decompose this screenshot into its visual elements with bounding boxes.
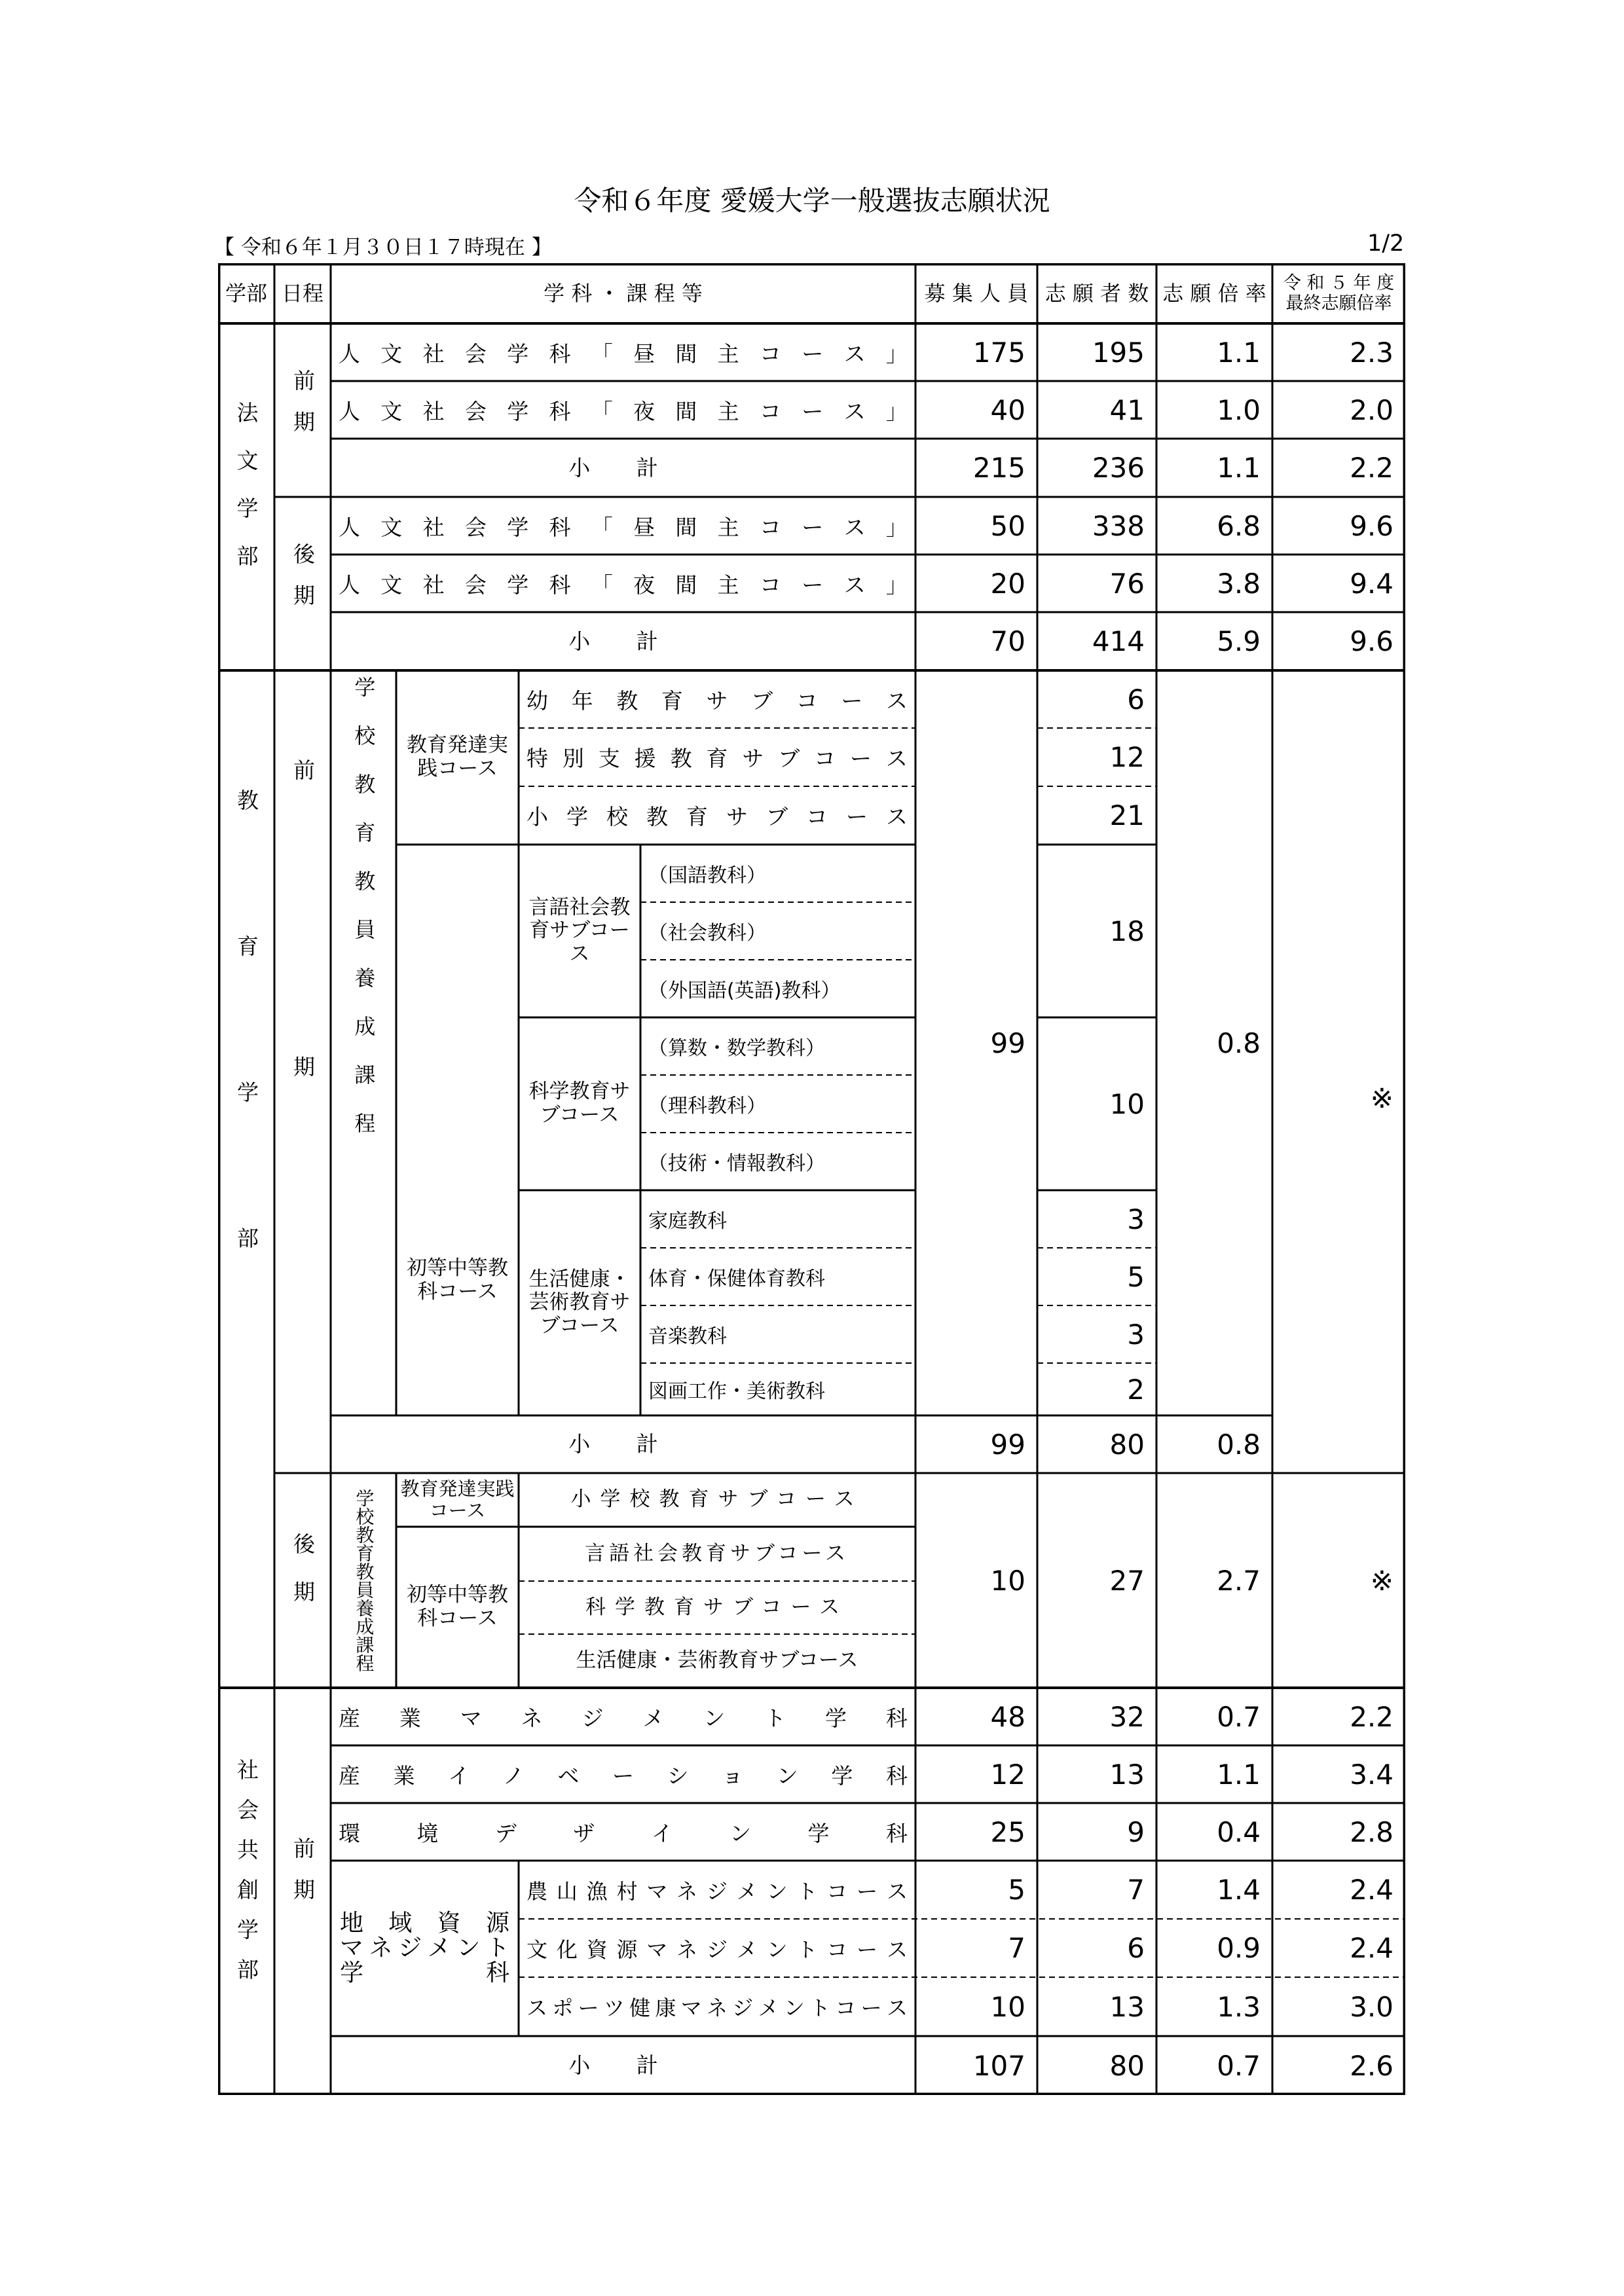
header-department: 学 科 ・ 課 程 等 <box>544 280 703 306</box>
subtotal-label: 小 計 <box>568 1431 678 1457</box>
subcourse-name: 生活健康・芸術教育サブコース <box>576 1649 858 1673</box>
ratio-cell: 0.4 <box>1217 1815 1261 1848</box>
quota-cell: 70 <box>990 625 1025 657</box>
department-label: 人 文 社 会 学 科 「 昼 間 主 コ ー ス 」 <box>339 340 908 367</box>
prev-ratio-note: ※ <box>1370 1082 1393 1114</box>
department-label: 環 境 デ ザ イ ン 学 科 <box>339 1820 908 1846</box>
quota-cell: 50 <box>990 509 1025 542</box>
quota-cell: 12 <box>990 1758 1025 1791</box>
prev-ratio-note: ※ <box>1370 1564 1393 1597</box>
quota-cell: 10 <box>990 1564 1025 1597</box>
subject-name: 図画工作・美術教科 <box>648 1380 825 1403</box>
faculty-shakai <box>218 1688 274 2095</box>
quota-cell: 175 <box>972 336 1025 369</box>
subcourse-name: 言語社会教育サブコース <box>585 1541 849 1565</box>
subcourse-name: 小学校教育サブコース <box>570 1487 864 1512</box>
prev-ratio-cell: 2.4 <box>1350 1932 1393 1964</box>
applications-table <box>218 263 1405 2095</box>
quota-cell: 7 <box>1008 1932 1025 1964</box>
course-label: 文 化 資 源 マ ネ ジ メ ン ト コ ー ス <box>526 1937 908 1962</box>
subtotal-label: 小 計 <box>568 628 678 654</box>
quota-cell: 107 <box>972 2049 1025 2082</box>
subcourse-label: 特 別 支 援 教 育 サ ブ コ ー ス <box>526 746 908 771</box>
ratio-cell: 1.4 <box>1217 1874 1261 1906</box>
schedule-label: 前期 <box>289 759 316 1352</box>
ratio-cell: 5.9 <box>1217 625 1261 657</box>
shoto-chuto-label: 初等中等教科コース <box>407 1583 508 1630</box>
applicants-cell: 18 <box>1109 915 1145 947</box>
chiiki-line-1-text: 地 域 資 源 <box>340 1910 509 1937</box>
faculty-label: 教育学部 <box>233 789 259 1373</box>
course-group-label: 学校教育教員養成課程 <box>351 676 377 1161</box>
kyoiku-hattatsu-label: 教育発達実践コース <box>400 1477 515 1522</box>
ratio-cell: 1.1 <box>1217 1758 1261 1791</box>
faculty-kyoiku <box>218 670 274 1688</box>
as-of-date: 【 令和６年１月３０日１７時現在 】 <box>214 236 552 259</box>
applicants-cell: 13 <box>1109 1990 1145 2023</box>
subject-name: 音楽教科 <box>648 1325 727 1348</box>
applicants-cell: 80 <box>1109 2049 1145 2082</box>
applicants-cell: 10 <box>1109 1087 1145 1120</box>
quota-cell: 5 <box>1008 1874 1025 1906</box>
applicants-cell: 27 <box>1109 1564 1145 1597</box>
prev-ratio-cell: 2.2 <box>1350 452 1393 484</box>
prev-ratio-cell: 2.2 <box>1350 1700 1393 1733</box>
quota-cell: 215 <box>972 452 1025 484</box>
schedule-zenki <box>274 323 331 497</box>
department-name <box>331 1745 915 1803</box>
applicants-cell: 32 <box>1109 1700 1145 1733</box>
applicants-cell: 12 <box>1109 741 1145 773</box>
prev-ratio-cell: 3.4 <box>1350 1758 1393 1791</box>
header-faculty: 学部 <box>225 280 267 306</box>
shoto-chuto-label: 初等中等教科コース <box>407 1256 508 1303</box>
prev-ratio-cell: 2.3 <box>1350 336 1393 369</box>
header-ratio: 志 願 倍 率 <box>1162 280 1266 306</box>
header-prev-line2: 最終志願倍率 <box>1285 293 1392 314</box>
schedule-kouki <box>274 1473 331 1688</box>
gengo-subcourse-label: 言語社会教育サブコース <box>528 895 631 966</box>
quota-cell: 20 <box>990 567 1025 600</box>
subject-name: （理科教科） <box>648 1095 766 1118</box>
ratio-cell: 3.8 <box>1217 567 1261 600</box>
course-label: ス ポ ー ツ 健 康 マ ネ ジ メ ン ト コ ー ス <box>526 1995 908 2020</box>
applicants-cell: 13 <box>1109 1758 1145 1791</box>
department-name <box>331 1688 915 1745</box>
subtotal-label: 小 計 <box>568 2052 678 2079</box>
subcourse-name: 科学教育サブコース <box>585 1595 849 1619</box>
department-label: 産 業 マ ネ ジ メ ン ト 学 科 <box>339 1705 908 1731</box>
applicants-cell: 80 <box>1109 1428 1145 1461</box>
ratio-cell: 0.9 <box>1217 1932 1261 1964</box>
chiiki-line-3a: 学 <box>340 1959 364 1986</box>
prev-ratio-cell: 2.6 <box>1350 2049 1393 2082</box>
faculty-hobun <box>218 323 274 670</box>
schedule-label: 前期 <box>289 369 316 452</box>
header-prev-ratio <box>1272 263 1405 323</box>
applicants-cell: 41 <box>1109 393 1145 426</box>
kyoin-yosei-label <box>331 670 396 1415</box>
applicants-cell: 3 <box>1127 1203 1145 1235</box>
course-name <box>519 1861 915 1919</box>
applicants-cell: 7 <box>1127 1874 1145 1906</box>
ratio-cell: 6.8 <box>1217 509 1261 542</box>
ratio-cell: 1.1 <box>1217 336 1261 369</box>
seikatsu-subcourse-label: 生活健康・芸術教育サブコース <box>528 1267 631 1338</box>
schedule-kouki <box>274 497 331 670</box>
department-label: 人 文 社 会 学 科 「 夜 間 主 コ ー ス 」 <box>339 398 908 424</box>
quota-cell: 99 <box>990 1027 1025 1059</box>
header-applicants: 志 願 者 数 <box>1044 280 1149 306</box>
subject-name: （算数・数学教科） <box>648 1037 825 1060</box>
ratio-cell: 1.3 <box>1217 1990 1261 2023</box>
schedule-label: 後期 <box>289 542 316 625</box>
applicants-cell: 6 <box>1127 683 1145 716</box>
department-label: 人 文 社 会 学 科 「 夜 間 主 コ ー ス 」 <box>339 572 908 598</box>
faculty-label: 社会共創学部 <box>233 1758 259 1998</box>
ratio-cell: 2.7 <box>1217 1564 1261 1597</box>
schedule-zenki <box>274 1688 331 2095</box>
applicants-cell: 76 <box>1109 567 1145 600</box>
chiiki-shigen-label <box>331 1861 519 2036</box>
subcourse-name <box>519 670 915 728</box>
applicants-cell: 6 <box>1127 1932 1145 1964</box>
course-name <box>519 1919 915 1977</box>
department-name <box>331 497 915 555</box>
kyoiku-hattatsu-label: 教育発達実践コース <box>407 733 508 780</box>
page-title: 令和６年度 愛媛大学一般選抜志願状況 <box>574 185 1050 217</box>
applicants-cell: 414 <box>1092 625 1145 657</box>
applicants-cell: 9 <box>1127 1815 1145 1848</box>
header-quota: 募 集 人 員 <box>924 280 1029 306</box>
prev-ratio-cell: 9.4 <box>1350 567 1393 600</box>
quota-cell: 10 <box>990 1990 1025 2023</box>
department-name <box>331 555 915 612</box>
page-number: 1/2 <box>1367 230 1405 257</box>
department-label: 産 業 イ ノ ベ ー シ ョ ン 学 科 <box>339 1762 908 1789</box>
course-name <box>519 1977 915 2036</box>
ratio-cell: 0.8 <box>1217 1428 1261 1461</box>
applicants-cell: 3 <box>1127 1318 1145 1351</box>
subcourse-label: 幼 年 教 育 サ ブ コ ー ス <box>526 687 908 714</box>
ratio-cell: 0.7 <box>1217 1700 1261 1733</box>
quota-cell: 40 <box>990 393 1025 426</box>
quota-cell: 99 <box>990 1428 1025 1461</box>
prev-ratio-cell: 2.0 <box>1350 393 1393 426</box>
quota-cell: 48 <box>990 1700 1025 1733</box>
applicants-cell: 195 <box>1092 336 1145 369</box>
subject-name: 家庭教科 <box>648 1210 727 1233</box>
applicants-cell: 338 <box>1092 509 1145 542</box>
header-schedule: 日程 <box>281 280 323 306</box>
subcourse-label: 小 学 校 教 育 サ ブ コ ー ス <box>526 804 908 829</box>
ratio-cell: 0.7 <box>1217 2049 1261 2082</box>
quota-cell: 25 <box>990 1815 1025 1848</box>
prev-ratio-cell: 2.8 <box>1350 1815 1393 1848</box>
schedule-zenki <box>274 670 331 1473</box>
subcourse-name <box>519 786 915 845</box>
prev-ratio-cell: 3.0 <box>1350 1990 1393 2023</box>
chiiki-line-1 <box>340 1911 509 1936</box>
subtotal-label: 小 計 <box>568 454 678 481</box>
applicants-cell: 236 <box>1092 452 1145 484</box>
applicants-cell: 2 <box>1127 1373 1145 1406</box>
department-name <box>331 1803 915 1861</box>
department-label: 人 文 社 会 学 科 「 昼 間 主 コ ー ス 」 <box>339 514 908 540</box>
schedule-label: 後期 <box>289 1533 316 1628</box>
kyoin-yosei-label <box>331 1473 396 1688</box>
subject-name: （外国語(英語)教科） <box>648 979 841 1002</box>
ratio-cell: 1.1 <box>1217 452 1261 484</box>
prev-ratio-cell: 9.6 <box>1350 625 1393 657</box>
header-prev-line1: 令 和 ５ 年 度 <box>1283 272 1395 293</box>
chiiki-line-3 <box>340 1961 509 1986</box>
course-label: 農 山 漁 村 マ ネ ジ メ ン ト コ ー ス <box>526 1878 908 1904</box>
kagaku-subcourse-label: 科学教育サブコース <box>528 1080 631 1127</box>
subcourse-name <box>519 728 915 786</box>
chiiki-line-2 <box>340 1936 509 1961</box>
chiiki-line-3b: 科 <box>485 1959 509 1986</box>
department-name <box>331 323 915 381</box>
applicants-cell: 21 <box>1109 799 1145 831</box>
prev-ratio-cell: 2.4 <box>1350 1874 1393 1906</box>
subject-name: （技術・情報教科） <box>648 1152 825 1175</box>
ratio-cell: 1.0 <box>1217 393 1261 426</box>
applicants-cell: 5 <box>1127 1260 1145 1293</box>
chiiki-line-2-text: マ ネ ジ メ ン ト <box>340 1935 509 1962</box>
subject-name: （国語教科） <box>648 864 766 887</box>
subject-name: 体育・保健体育教科 <box>648 1267 825 1290</box>
course-group-label: 学校教育教員養成課程 <box>353 1489 375 1672</box>
department-name <box>331 381 915 439</box>
subject-name: （社会教科） <box>648 922 766 945</box>
ratio-cell: 0.8 <box>1217 1027 1261 1059</box>
prev-ratio-cell: 9.6 <box>1350 509 1393 542</box>
schedule-label: 前期 <box>289 1837 316 1920</box>
faculty-label: 法文学部 <box>233 401 259 592</box>
